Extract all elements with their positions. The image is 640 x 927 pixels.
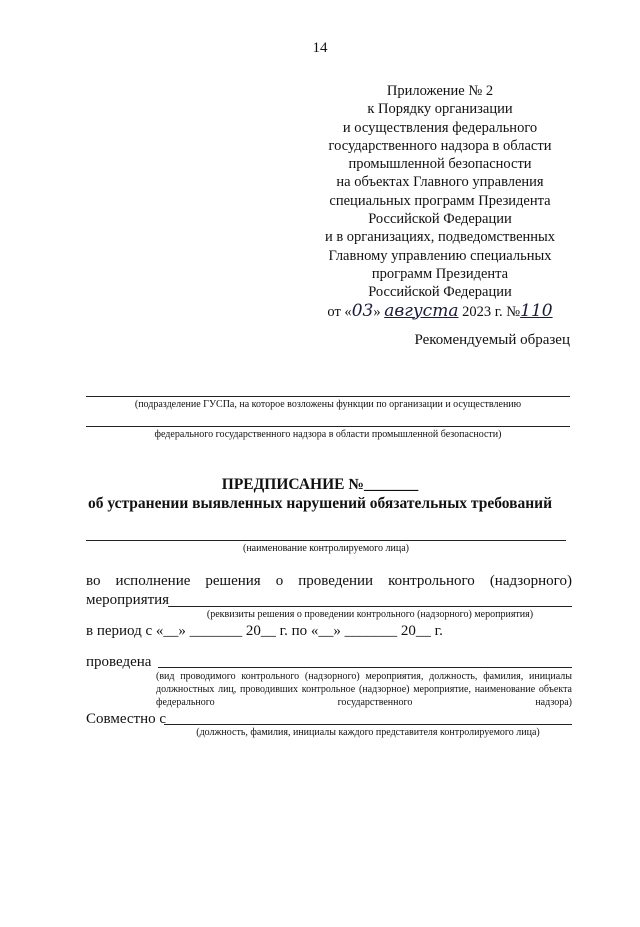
appendix-line: и в организациях, подведомственных [324, 229, 556, 246]
measure-caption: (реквизиты решения о проведении контрольного (надзорного) мероприятия) [206, 609, 534, 620]
appendix-line: на объектах Главного управления [336, 174, 544, 191]
recommended-sample-label: Рекомендуемый образец [414, 332, 570, 348]
header-line-1 [86, 396, 570, 397]
controlled-person-line [86, 540, 566, 541]
conducted-line [158, 667, 572, 668]
date-prefix: от « [327, 303, 352, 320]
appendix-block [300, 82, 580, 321]
appendix-line: и осуществления федерального [342, 119, 538, 136]
appendix-line: специальных программ Президента [329, 192, 551, 209]
header-caption-1: (подразделение ГУСПа, на которое возложены функции по организации и осуществлению [134, 399, 522, 410]
execution-word: во [86, 573, 101, 589]
execution-word: решения [205, 573, 261, 589]
date-mid: » [373, 303, 381, 320]
appendix-line: государственного надзора в области [328, 137, 552, 154]
measure-line [168, 606, 572, 607]
appendix-line: Главному управлению специальных [328, 247, 552, 264]
appendix-line: Российской Федерации [368, 284, 512, 301]
appendix-date-line [300, 302, 580, 321]
header-caption-2: федерального государственного надзора в области промышленной безопасности) [154, 429, 502, 440]
period-line: в период с «__» _______ 20__ г. по «__» _______ 20__ г. [86, 623, 443, 639]
jointly-label: Совместно с [86, 711, 167, 727]
measure-label: мероприятия [86, 592, 170, 608]
header-line-2 [86, 426, 570, 427]
conducted-label: проведена [86, 654, 152, 670]
appendix-line: Приложение № 2 [386, 83, 494, 99]
execution-line [86, 573, 572, 590]
jointly-caption: (должность, фамилия, инициалы каждого представителя контролируемого лица) [196, 727, 540, 738]
date-year: 2023 [462, 303, 492, 320]
appendix-line: программ Президента [371, 265, 509, 282]
execution-word: о [275, 573, 284, 589]
date-suffix: г. № [494, 303, 521, 320]
jointly-line [164, 724, 572, 725]
controlled-person-caption: (наименование контролируемого лица) [243, 543, 409, 554]
execution-word: (надзорного) [489, 573, 572, 589]
appendix-line: промышленной безопасности [348, 156, 532, 173]
document-title: ПРЕДПИСАНИЕ №_______ [221, 476, 419, 493]
handwritten-day: 03 [351, 300, 374, 321]
execution-word: контрольного [388, 573, 475, 589]
appendix-line: к Порядку организации [367, 101, 513, 118]
document-subtitle: об устранении выявленных нарушений обязательных требований [87, 495, 553, 512]
conducted-caption: (вид проводимого контрольного (надзорного) мероприятия, должность, фамилия, инициалы должностных лиц, проводивших контрольное (надзорное) мероприятие, наименование объекта федерального государственного надзора) [156, 671, 572, 708]
execution-word: проведении [298, 573, 374, 589]
execution-word: исполнение [115, 573, 191, 589]
page-number: 14 [312, 40, 328, 56]
handwritten-doc-number: 110 [520, 300, 553, 321]
appendix-line: Российской Федерации [368, 211, 512, 228]
handwritten-month: августа [384, 300, 459, 321]
